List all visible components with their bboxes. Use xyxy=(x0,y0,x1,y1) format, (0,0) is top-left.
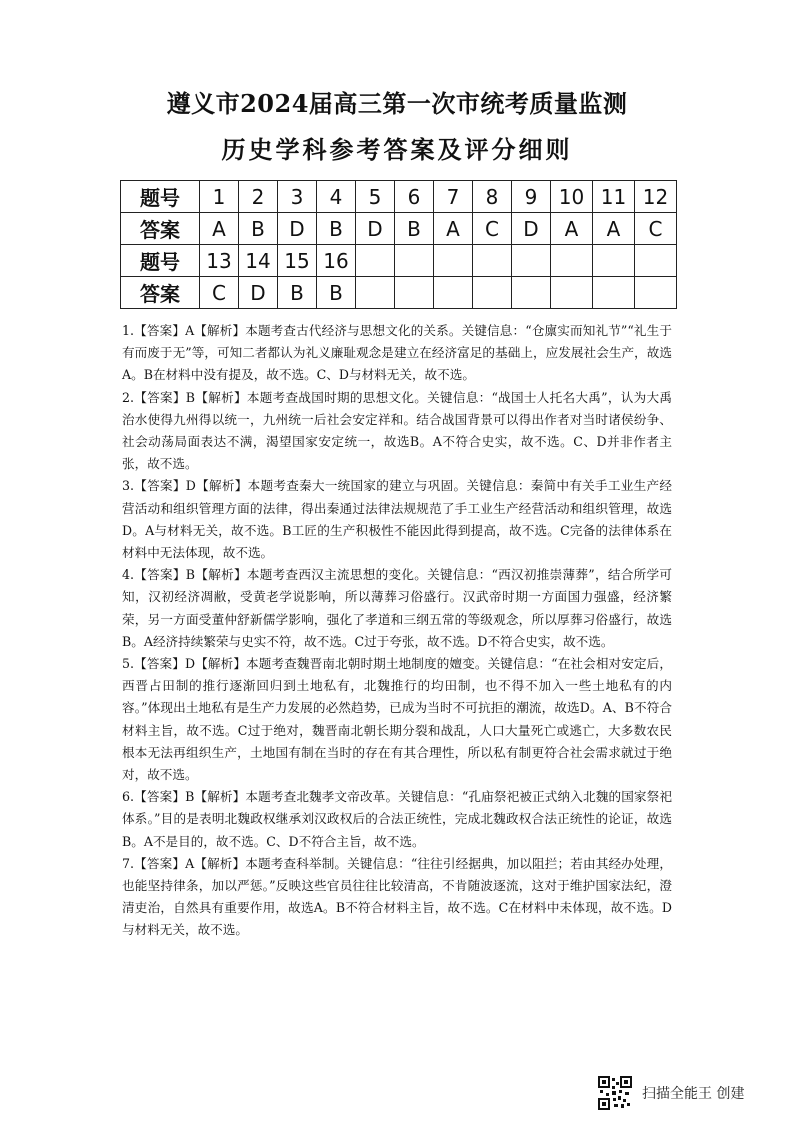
table-cell: B xyxy=(317,277,356,309)
table-cell: 9 xyxy=(512,181,551,213)
table-cell: B xyxy=(278,277,317,309)
table-cell: D xyxy=(356,213,395,245)
table-cell: D xyxy=(278,213,317,245)
table-cell: A xyxy=(200,213,239,245)
table-cell xyxy=(551,277,593,309)
table-row xyxy=(121,277,677,309)
table-cell xyxy=(551,245,593,277)
table-cell: 8 xyxy=(473,181,512,213)
table-cell xyxy=(395,245,434,277)
explanation-list xyxy=(122,320,672,942)
table-cell: D xyxy=(239,277,278,309)
table-cell xyxy=(593,245,635,277)
row-label: 题号 xyxy=(121,181,200,213)
page-title: 遵义市2024届高三第一次市统考质量监测 xyxy=(166,89,628,118)
table-cell: C xyxy=(200,277,239,309)
table-cell: C xyxy=(635,213,677,245)
table-cell: 16 xyxy=(317,245,356,277)
table-cell: 7 xyxy=(434,181,473,213)
table-cell: 6 xyxy=(395,181,434,213)
table-cell xyxy=(434,277,473,309)
table-cell: A xyxy=(434,213,473,245)
row-label: 题号 xyxy=(121,245,200,277)
table-cell: 11 xyxy=(593,181,635,213)
table-cell: 4 xyxy=(317,181,356,213)
table-cell xyxy=(473,245,512,277)
table-cell: B xyxy=(317,213,356,245)
explanation-item: 6.【答案】B【解析】本题考查北魏孝文帝改革。关键信息：“孔庙祭祀被正式纳入北魏的国家祭祀体系。”目的是表明北魏政权继承刘汉政权后的合法正统性，完成北魏政权合法正统性的论证，故选B。A不是目的，故不选。C、D不符合主旨，故不选。 xyxy=(122,789,672,849)
row-label: 答案 xyxy=(121,213,200,245)
table-cell xyxy=(473,277,512,309)
explanation-item: 5.【答案】D【解析】本题考查魏晋南北朝时期土地制度的嬗变。关键信息：“在社会相对安定后，西晋占田制的推行逐渐回归到土地私有，北魏推行的均田制，也不得不加入一些土地私有的内容。”体现出土地私有是生产力发展的必然趋势，已成为当时不可抗拒的潮流，故选D。A、B不符合材料主旨，故不选。C过于绝对，魏晋南北朝长期分裂和战乱，人口大量死亡或逃亡，大多数农民根本无法再组织生产，土地国有制在当时的存在有其合理性，所以私有制更符合社会需求就过于绝对，故不选。 xyxy=(122,656,672,783)
table-cell: 12 xyxy=(635,181,677,213)
explanation-item: 4.【答案】B【解析】本题考查西汉主流思想的变化。关键信息：“西汉初推崇薄葬”，结合所学可知，汉初经济凋敝，受黄老学说影响，所以薄葬习俗盛行。汉武帝时期一方面国力强盛，经济繁荣，另一方面受董仲舒新儒学影响，强化了孝道和三纲五常的等级观念，所以厚葬习俗盛行，故选B。A经济持续繁荣与史实不符，故不选。C过于夸张，故不选。D不符合史实，故不选。 xyxy=(122,567,672,649)
table-cell: 15 xyxy=(278,245,317,277)
table-cell xyxy=(593,277,635,309)
page-subtitle: 历史学科参考答案及评分细则 xyxy=(221,135,573,164)
table-cell xyxy=(635,245,677,277)
answer-table xyxy=(120,180,677,309)
row-label: 答案 xyxy=(121,277,200,309)
table-cell: 1 xyxy=(200,181,239,213)
explanation-item: 7.【答案】A【解析】本题考查科举制。关键信息：“往往引经据典，加以阻拦；若由其经办处理，也能坚持律条，加以严惩。”反映这些官员往往比较清高，不肯随波逐流，这对于维护国家法纪，澄清吏治，自然具有重要作用，故选A。B不符合材料主旨，故不选。C在材料中未体现，故不选。D与材料无关，故不选。 xyxy=(122,855,672,938)
table-cell: 5 xyxy=(356,181,395,213)
table-cell xyxy=(395,277,434,309)
table-row xyxy=(121,213,677,245)
table-cell: 14 xyxy=(239,245,278,277)
table-cell xyxy=(356,245,395,277)
table-cell: D xyxy=(512,213,551,245)
table-cell: A xyxy=(593,213,635,245)
explanation-item: 1.【答案】A【解析】本题考查古代经济与思想文化的关系。关键信息：“仓廪实而知礼节”“礼生于有而废于无”等，可知二者都认为礼义廉耻观念是建立在经济富足的基础上，应发展社会生产，故选A。B在材料中没有提及，故不选。C、D与材料无关，故不选。 xyxy=(122,323,672,383)
table-cell xyxy=(512,245,551,277)
table-cell xyxy=(356,277,395,309)
table-cell: 10 xyxy=(551,181,593,213)
table-row xyxy=(121,245,677,277)
table-cell: A xyxy=(551,213,593,245)
table-cell xyxy=(512,277,551,309)
qr-code-icon xyxy=(598,1076,632,1110)
explanation-item: 2.【答案】B【解析】本题考查战国时期的思想文化。关键信息：“战国士人托名大禹”，认为大禹治水使得九州得以统一，九州统一后社会安定祥和。结合战国背景可以得出作者对当时诸侯纷争、社会动荡局面表达不满，渴望国家安定统一，故选B。A不符合史实，故不选。C、D并非作者主张，故不选。 xyxy=(122,389,672,472)
explanation-item: 3.【答案】D【解析】本题考查秦大一统国家的建立与巩固。关键信息：秦简中有关手工业生产经营活动和组织管理方面的法律，得出秦通过法律法规规范了手工业生产经营活动和组织管理，故选D。A与材料无关，故不选。B工匠的生产积极性不能因此得到提高，故不选。C完备的法律体系在材料中无法体现，故不选。 xyxy=(122,478,672,561)
scanner-watermark xyxy=(598,1076,744,1110)
table-cell: B xyxy=(239,213,278,245)
table-cell: 13 xyxy=(200,245,239,277)
table-cell xyxy=(434,245,473,277)
table-row xyxy=(121,181,677,213)
table-cell: C xyxy=(473,213,512,245)
scanner-label: 扫描全能王 创建 xyxy=(642,1086,745,1102)
table-cell: 3 xyxy=(278,181,317,213)
table-cell xyxy=(635,277,677,309)
table-cell: B xyxy=(395,213,434,245)
table-cell: 2 xyxy=(239,181,278,213)
